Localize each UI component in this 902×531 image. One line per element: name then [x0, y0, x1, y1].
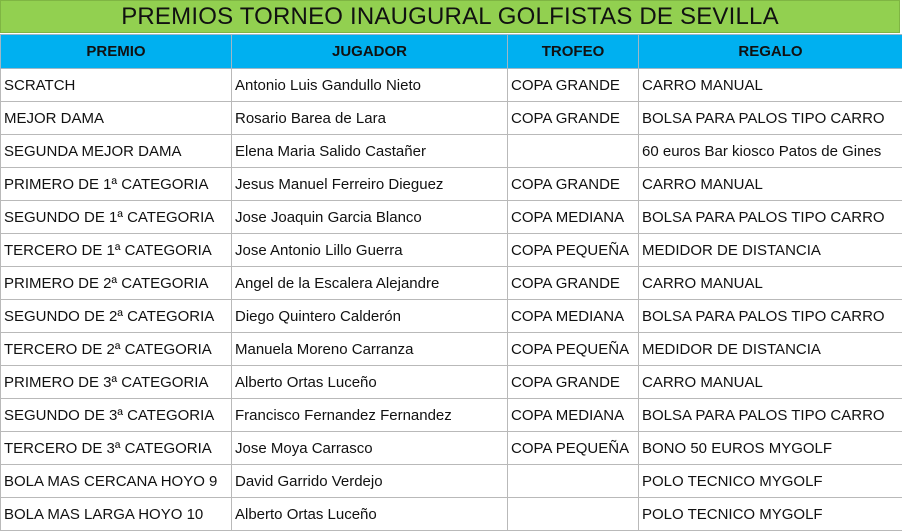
cell-jugador[interactable]: Diego Quintero Calderón: [232, 300, 508, 333]
cell-premio[interactable]: BOLA MAS CERCANA HOYO 9: [1, 465, 232, 498]
table-row: [1, 267, 902, 300]
table-row: [1, 234, 902, 267]
cell-jugador[interactable]: Jose Joaquin Garcia Blanco: [232, 201, 508, 234]
table-row: [1, 69, 902, 102]
cell-regalo[interactable]: MEDIDOR DE DISTANCIA: [639, 333, 902, 366]
cell-jugador[interactable]: Alberto Ortas Luceño: [232, 366, 508, 399]
table-row: [1, 102, 902, 135]
header-row: [1, 35, 902, 69]
cell-premio[interactable]: PRIMERO DE 1ª CATEGORIA: [1, 168, 232, 201]
cell-jugador[interactable]: Rosario Barea de Lara: [232, 102, 508, 135]
cell-premio[interactable]: PRIMERO DE 3ª CATEGORIA: [1, 366, 232, 399]
cell-regalo[interactable]: BONO 50 EUROS MYGOLF: [639, 432, 902, 465]
table-row: [1, 465, 902, 498]
cell-regalo[interactable]: BOLSA PARA PALOS TIPO CARRO: [639, 201, 902, 234]
header-premio[interactable]: PREMIO: [1, 35, 232, 69]
cell-premio[interactable]: SEGUNDA MEJOR DAMA: [1, 135, 232, 168]
cell-jugador[interactable]: Jesus Manuel Ferreiro Dieguez: [232, 168, 508, 201]
cell-jugador[interactable]: Jose Moya Carrasco: [232, 432, 508, 465]
table-row: [1, 300, 902, 333]
cell-trofeo[interactable]: COPA PEQUEÑA: [508, 432, 639, 465]
sheet-title[interactable]: PREMIOS TORNEO INAUGURAL GOLFISTAS DE SEVILLA: [0, 0, 900, 33]
cell-trofeo[interactable]: COPA GRANDE: [508, 69, 639, 102]
cell-jugador[interactable]: David Garrido Verdejo: [232, 465, 508, 498]
cell-jugador[interactable]: Elena Maria Salido Castañer: [232, 135, 508, 168]
cell-premio[interactable]: SCRATCH: [1, 69, 232, 102]
header-trofeo[interactable]: TROFEO: [508, 35, 639, 69]
cell-premio[interactable]: SEGUNDO DE 1ª CATEGORIA: [1, 201, 232, 234]
cell-trofeo[interactable]: COPA GRANDE: [508, 267, 639, 300]
cell-premio[interactable]: PRIMERO DE 2ª CATEGORIA: [1, 267, 232, 300]
cell-regalo[interactable]: MEDIDOR DE DISTANCIA: [639, 234, 902, 267]
cell-trofeo[interactable]: [508, 135, 639, 168]
table-row: [1, 366, 902, 399]
cell-regalo[interactable]: BOLSA PARA PALOS TIPO CARRO: [639, 399, 902, 432]
cell-premio[interactable]: TERCERO DE 1ª CATEGORIA: [1, 234, 232, 267]
cell-regalo[interactable]: CARRO MANUAL: [639, 267, 902, 300]
cell-jugador[interactable]: Antonio Luis Gandullo Nieto: [232, 69, 508, 102]
cell-premio[interactable]: MEJOR DAMA: [1, 102, 232, 135]
header-jugador[interactable]: JUGADOR: [232, 35, 508, 69]
cell-trofeo[interactable]: COPA MEDIANA: [508, 399, 639, 432]
cell-trofeo[interactable]: COPA MEDIANA: [508, 300, 639, 333]
cell-regalo[interactable]: CARRO MANUAL: [639, 69, 902, 102]
cell-regalo[interactable]: CARRO MANUAL: [639, 168, 902, 201]
cell-trofeo[interactable]: [508, 465, 639, 498]
cell-premio[interactable]: TERCERO DE 2ª CATEGORIA: [1, 333, 232, 366]
cell-jugador[interactable]: Jose Antonio Lillo Guerra: [232, 234, 508, 267]
cell-trofeo[interactable]: COPA MEDIANA: [508, 201, 639, 234]
cell-regalo[interactable]: POLO TECNICO MYGOLF: [639, 465, 902, 498]
cell-regalo[interactable]: BOLSA PARA PALOS TIPO CARRO: [639, 102, 902, 135]
cell-trofeo[interactable]: COPA GRANDE: [508, 366, 639, 399]
cell-trofeo[interactable]: COPA PEQUEÑA: [508, 234, 639, 267]
cell-trofeo[interactable]: [508, 498, 639, 531]
cell-trofeo[interactable]: COPA PEQUEÑA: [508, 333, 639, 366]
cell-jugador[interactable]: Alberto Ortas Luceño: [232, 498, 508, 531]
cell-premio[interactable]: SEGUNDO DE 2ª CATEGORIA: [1, 300, 232, 333]
cell-regalo[interactable]: CARRO MANUAL: [639, 366, 902, 399]
prizes-table: [0, 34, 902, 531]
header-regalo[interactable]: REGALO: [639, 35, 902, 69]
table-row: [1, 168, 902, 201]
cell-regalo[interactable]: 60 euros Bar kiosco Patos de Gines: [639, 135, 902, 168]
table-row: [1, 201, 902, 234]
table-row: [1, 135, 902, 168]
cell-jugador[interactable]: Angel de la Escalera Alejandre: [232, 267, 508, 300]
cell-regalo[interactable]: POLO TECNICO MYGOLF: [639, 498, 902, 531]
table-row: [1, 333, 902, 366]
cell-trofeo[interactable]: COPA GRANDE: [508, 102, 639, 135]
cell-jugador[interactable]: Francisco Fernandez Fernandez: [232, 399, 508, 432]
table-row: [1, 399, 902, 432]
table-row: [1, 432, 902, 465]
cell-premio[interactable]: TERCERO DE 3ª CATEGORIA: [1, 432, 232, 465]
cell-premio[interactable]: BOLA MAS LARGA HOYO 10: [1, 498, 232, 531]
cell-trofeo[interactable]: COPA GRANDE: [508, 168, 639, 201]
table-row: [1, 498, 902, 531]
cell-jugador[interactable]: Manuela Moreno Carranza: [232, 333, 508, 366]
table-body: [1, 69, 902, 531]
cell-premio[interactable]: SEGUNDO DE 3ª CATEGORIA: [1, 399, 232, 432]
cell-regalo[interactable]: BOLSA PARA PALOS TIPO CARRO: [639, 300, 902, 333]
